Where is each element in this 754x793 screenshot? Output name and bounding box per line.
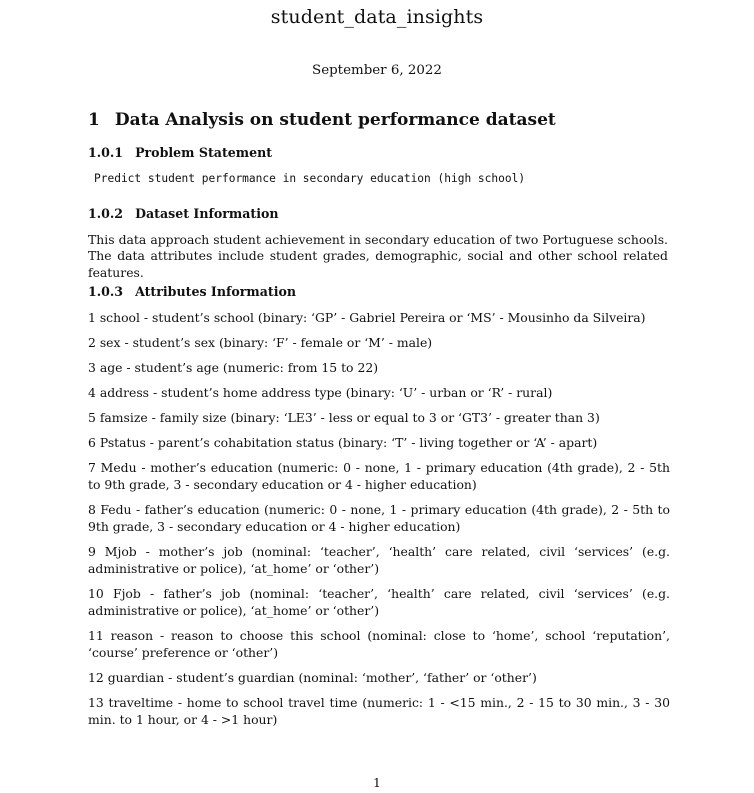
- attribute-item: 10 Fjob - father’s job (nominal: ‘teacher’, ‘health’ care related, civil ‘services’ (e.g. administrative or police), ‘at_home’ or ‘other’): [88, 586, 670, 618]
- attribute-item: 6 Pstatus - parent’s cohabitation status (binary: ‘T’ - living together or ‘A’ - apart): [88, 435, 598, 450]
- subsection-number: 1.0.3: [88, 284, 124, 299]
- attribute-item: 4 address - student’s home address type (binary: ‘U’ - urban or ‘R’ - rural): [88, 385, 553, 400]
- subsection-number: 1.0.1: [88, 145, 124, 160]
- attribute-item: 9 Mjob - mother’s job (nominal: ‘teacher’, ‘health’ care related, civil ‘services’ (e.g. administrative or police), ‘at_home’ or ‘other’): [88, 544, 670, 576]
- subsection-heading-dataset-information: [88, 206, 279, 221]
- subsection-title: Problem Statement: [135, 145, 273, 160]
- attribute-item: 2 sex - student’s sex (binary: ‘F’ - female or ‘M’ - male): [88, 335, 433, 350]
- dataset-information-paragraph: This data approach student achievement in secondary education of two Portuguese schools. The data attributes include student grades, demographic, social and other school related features.: [88, 232, 668, 280]
- attribute-item: 5 famsize - family size (binary: ‘LE3’ - less or equal to 3 or ‘GT3’ - greater than 3): [88, 410, 600, 425]
- problem-statement-text: Predict student performance in secondary education (high school): [94, 172, 526, 185]
- subsection-heading-problem-statement: [88, 145, 272, 160]
- subsection-title: Attributes Information: [135, 284, 297, 299]
- attribute-item: 8 Fedu - father’s education (numeric: 0 - none, 1 - primary education (4th grade), 2 - 5th to 9th grade, 3 - secondary education or 4 - higher education): [88, 502, 670, 534]
- subsection-title: Dataset Information: [135, 206, 279, 221]
- page-number: 1: [373, 775, 381, 790]
- section-heading: [88, 110, 556, 130]
- attribute-item: 12 guardian - student’s guardian (nominal: ‘mother’, ‘father’ or ‘other’): [88, 670, 537, 685]
- attribute-item: 13 traveltime - home to school travel time (numeric: 1 - <15 min., 2 - 15 to 30 min., 3 - 30 min. to 1 hour, or 4 - >1 hour): [88, 695, 670, 727]
- subsection-number: 1.0.2: [88, 206, 124, 221]
- attribute-item: 11 reason - reason to choose this school (nominal: close to ‘home’, school ‘reputation’, ‘course’ preference or ‘other’): [88, 628, 670, 660]
- section-number: 1: [88, 110, 100, 130]
- attribute-item: 3 age - student’s age (numeric: from 15 to 22): [88, 360, 379, 375]
- document-date: September 6, 2022: [312, 63, 442, 78]
- attribute-item: 1 school - student’s school (binary: ‘GP’ - Gabriel Pereira or ‘MS’ - Mousinho da Silveira): [88, 310, 646, 325]
- section-title: Data Analysis on student performance dataset: [114, 110, 556, 130]
- subsection-heading-attributes-information: [88, 284, 296, 299]
- attribute-item: 7 Medu - mother’s education (numeric: 0 - none, 1 - primary education (4th grade), 2 - 5th to 9th grade, 3 - secondary education or 4 - higher education): [88, 460, 670, 492]
- document-title: student_data_insights: [270, 6, 484, 28]
